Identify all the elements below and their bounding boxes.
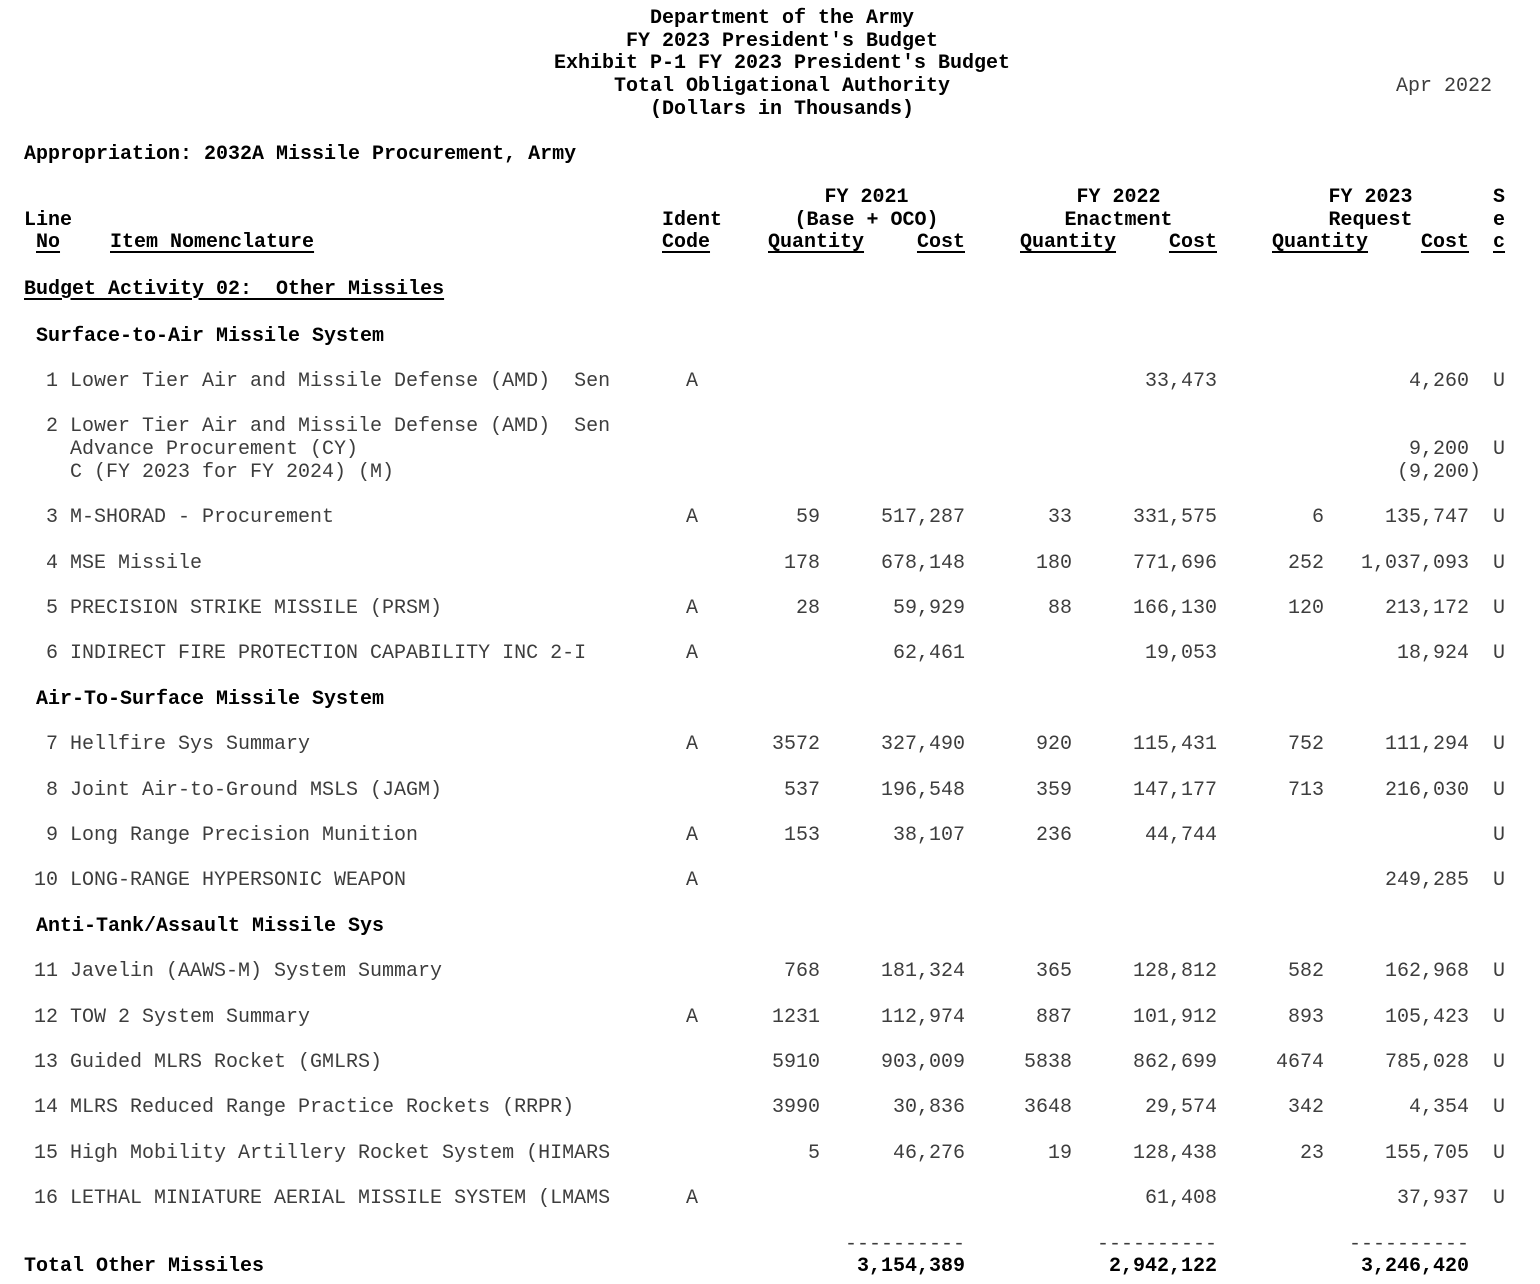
- appropriation-line: Appropriation: 2032A Missile Procurement, Army: [24, 143, 577, 167]
- total-label: Total Other Missiles: [24, 1255, 265, 1279]
- item-col-label: Item Nomenclature: [110, 231, 315, 255]
- row-item-name: Guided MLRS Rocket (GMLRS): [70, 1050, 383, 1074]
- row-fy2023-quantity: 6: [1311, 506, 1324, 530]
- code-col-label: Code: [662, 231, 711, 255]
- row-item-name: Long Range Precision Munition: [70, 823, 419, 847]
- row-sec-flag: U: [1493, 733, 1506, 757]
- row-line-no: 1: [45, 369, 58, 393]
- col-quantity-label: Quantity: [768, 231, 865, 255]
- row-line-no: 4: [45, 551, 58, 575]
- row-item-name: M-SHORAD - Procurement: [70, 506, 335, 530]
- row-fy2023-cost: 111,294: [1384, 733, 1469, 757]
- fy-group-sub: (Base + OCO): [794, 208, 939, 232]
- row-item-name: High Mobility Artillery Rocket System (HIMARS: [70, 1141, 611, 1165]
- row-fy2021-cost: 62,461: [892, 642, 965, 666]
- section-heading: Air-To-Surface Missile System: [36, 687, 385, 711]
- row-fy2021-cost: 46,276: [892, 1141, 965, 1165]
- total-divider-fy2022: ----------: [1097, 1232, 1218, 1256]
- row-fy2023-quantity: 342: [1287, 1096, 1324, 1120]
- row-ident-code: A: [686, 733, 699, 757]
- total-fy2021-cost: 3,154,389: [856, 1255, 965, 1279]
- total-divider-fy2023: ----------: [1349, 1232, 1470, 1256]
- row-fy2021-quantity: 153: [783, 823, 820, 847]
- row-fy2021-cost: 903,009: [880, 1050, 965, 1074]
- row-fy2022-quantity: 33: [1047, 506, 1072, 530]
- row-fy2023-cost: 155,705: [1384, 1141, 1469, 1165]
- col-cost-label: Cost: [1420, 231, 1469, 255]
- col-quantity-label: Quantity: [1020, 231, 1117, 255]
- sec-col-letter: S: [1493, 186, 1506, 209]
- fy-group-label: FY 2021: [824, 186, 909, 209]
- row-fy2023-cost: 213,172: [1384, 596, 1469, 620]
- row-item-name: LONG-RANGE HYPERSONIC WEAPON: [70, 869, 407, 893]
- row-fy2021-quantity: 5910: [771, 1050, 820, 1074]
- row-fy2021-quantity: 3990: [771, 1096, 820, 1120]
- fy-group-sub: Enactment: [1064, 208, 1173, 232]
- no-col-label: No: [36, 231, 61, 255]
- row-ident-code: A: [686, 869, 699, 893]
- row-sec-flag: U: [1493, 1141, 1506, 1165]
- row-fy2023-quantity: 752: [1287, 733, 1324, 757]
- ident-col-label: Ident: [662, 208, 723, 232]
- row-sec-flag: U: [1493, 551, 1506, 575]
- document-title-line: Exhibit P-1 FY 2023 President's Budget: [553, 52, 1011, 76]
- total-divider-fy2021: ----------: [845, 1232, 966, 1256]
- row-fy2023-cost: 162,968: [1384, 960, 1469, 984]
- row-line-no: 3: [45, 506, 58, 530]
- row-sec-flag: U: [1493, 1096, 1506, 1120]
- row-fy2023-cost: 9,200: [1408, 438, 1469, 461]
- row-sec-flag: U: [1493, 642, 1506, 666]
- row-ident-code: A: [686, 1005, 699, 1029]
- row-fy2023-cost: 216,030: [1384, 778, 1469, 802]
- row-sec-flag: U: [1493, 369, 1506, 393]
- row-item-name: Lower Tier Air and Missile Defense (AMD) Sen: [70, 415, 611, 439]
- report-date: Apr 2022: [1396, 75, 1493, 99]
- row-fy2022-quantity: 887: [1035, 1005, 1072, 1029]
- section-heading: Anti-Tank/Assault Missile Sys: [36, 914, 385, 938]
- section-heading: Surface-to-Air Missile System: [36, 324, 385, 348]
- document-title-line: FY 2023 President's Budget: [625, 29, 939, 53]
- row-fy2021-cost: 181,324: [880, 960, 965, 984]
- row-line-no: 5: [45, 596, 58, 620]
- row-fy2021-quantity: 178: [783, 551, 820, 575]
- row-fy2023-quantity: 23: [1299, 1141, 1324, 1165]
- col-quantity-label: Quantity: [1272, 231, 1369, 255]
- row-fy2023-quantity: 120: [1287, 596, 1324, 620]
- row-fy2022-cost: 128,438: [1132, 1141, 1217, 1165]
- sec-col-letter: c: [1493, 231, 1506, 255]
- row-fy2023-cost: 135,747: [1384, 506, 1469, 530]
- row-item-name: PRECISION STRIKE MISSILE (PRSM): [70, 596, 443, 620]
- row-item-name: MLRS Reduced Range Practice Rockets (RRPR): [70, 1096, 575, 1120]
- fy-group-sub: Request: [1328, 208, 1413, 232]
- row-fy2023-cost: 1,037,093: [1360, 551, 1469, 575]
- row-fy2023-quantity: 893: [1287, 1005, 1324, 1029]
- row-fy2021-quantity: 1231: [771, 1005, 820, 1029]
- row-ident-code: A: [686, 642, 699, 666]
- row-fy2023-quantity: 252: [1287, 551, 1324, 575]
- row-item-name: LETHAL MINIATURE AERIAL MISSILE SYSTEM (LMAMS: [70, 1187, 611, 1211]
- row-fy2022-cost: 29,574: [1144, 1096, 1217, 1120]
- row-fy2021-quantity: 5: [807, 1141, 820, 1165]
- row-fy2022-cost: 115,431: [1132, 733, 1217, 757]
- row-fy2022-quantity: 236: [1035, 823, 1072, 847]
- row-line-no: 15: [33, 1141, 58, 1165]
- document-title-line: Total Obligational Authority: [613, 75, 951, 99]
- row-ident-code: A: [686, 596, 699, 620]
- row-fy2021-quantity: 59: [795, 506, 820, 530]
- row-fy2022-cost: 19,053: [1144, 642, 1217, 666]
- sec-col-letter: e: [1493, 208, 1506, 232]
- row-line-no: 12: [33, 1005, 58, 1029]
- row-fy2022-cost: 101,912: [1132, 1005, 1217, 1029]
- row-fy2021-cost: 30,836: [892, 1096, 965, 1120]
- row-fy2022-cost: 166,130: [1132, 596, 1217, 620]
- row-fy2021-cost: 112,974: [880, 1005, 965, 1029]
- row-sec-flag: U: [1493, 823, 1506, 847]
- row-fy2021-quantity: 3572: [771, 733, 820, 757]
- row-line-no: 14: [33, 1096, 58, 1120]
- row-fy2022-cost: 331,575: [1132, 506, 1217, 530]
- row-fy2022-quantity: 88: [1047, 596, 1072, 620]
- row-line-no: 9: [45, 823, 58, 847]
- row-sec-flag: U: [1493, 1187, 1506, 1211]
- row-fy2023-cost: 249,285: [1384, 869, 1469, 893]
- col-cost-label: Cost: [916, 231, 965, 255]
- total-fy2022-cost: 2,942,122: [1108, 1255, 1217, 1279]
- row-sec-flag: U: [1493, 778, 1506, 802]
- row-line-no: 7: [45, 733, 58, 757]
- row-line-no: 10: [33, 869, 58, 893]
- row-ident-code: A: [686, 823, 699, 847]
- col-cost-label: Cost: [1168, 231, 1217, 255]
- row-fy2022-quantity: 3648: [1023, 1096, 1072, 1120]
- document-title-line: Department of the Army: [649, 7, 915, 30]
- row-fy2023-quantity: 713: [1287, 778, 1324, 802]
- row-ident-code: A: [686, 369, 699, 393]
- fy-group-label: FY 2022: [1076, 186, 1161, 209]
- row-item-name: Hellfire Sys Summary: [70, 733, 311, 757]
- row-fy2023-cost: 105,423: [1384, 1005, 1469, 1029]
- row-fy2022-quantity: 359: [1035, 778, 1072, 802]
- row-sec-flag: U: [1493, 596, 1506, 620]
- fy-group-label: FY 2023: [1328, 186, 1413, 209]
- row-sec-flag: U: [1493, 506, 1506, 530]
- row-item-name: Javelin (AAWS-M) System Summary: [70, 960, 443, 984]
- row-fy2023-quantity: 4674: [1275, 1050, 1324, 1074]
- row-item-name: MSE Missile: [70, 551, 203, 575]
- row-fy2023-cost: (9,200): [1396, 460, 1481, 484]
- row-item-name-continued: Advance Procurement (CY): [70, 438, 359, 461]
- row-fy2022-cost: 33,473: [1144, 369, 1217, 393]
- row-item-name: Lower Tier Air and Missile Defense (AMD) Sen: [70, 369, 611, 393]
- row-sec-flag: U: [1493, 1050, 1506, 1074]
- row-line-no: 13: [33, 1050, 58, 1074]
- row-fy2021-cost: 517,287: [880, 506, 965, 530]
- row-fy2021-quantity: 768: [783, 960, 820, 984]
- total-fy2023-cost: 3,246,420: [1360, 1255, 1469, 1279]
- row-fy2023-cost: 37,937: [1396, 1187, 1469, 1211]
- row-line-no: 16: [33, 1187, 58, 1211]
- row-sec-flag: U: [1493, 1005, 1506, 1029]
- row-fy2021-cost: 59,929: [892, 596, 965, 620]
- row-line-no: 2: [45, 415, 58, 439]
- row-fy2021-cost: 327,490: [880, 733, 965, 757]
- row-fy2021-cost: 678,148: [880, 551, 965, 575]
- row-fy2022-cost: 771,696: [1132, 551, 1217, 575]
- row-fy2022-quantity: 920: [1035, 733, 1072, 757]
- row-fy2021-quantity: 28: [795, 596, 820, 620]
- row-fy2023-cost: 4,354: [1408, 1096, 1469, 1120]
- line-col-label: Line: [24, 208, 73, 232]
- row-fy2021-cost: 196,548: [880, 778, 965, 802]
- row-fy2022-quantity: 180: [1035, 551, 1072, 575]
- row-fy2022-cost: 44,744: [1144, 823, 1217, 847]
- row-line-no: 11: [33, 960, 58, 984]
- row-item-name: INDIRECT FIRE PROTECTION CAPABILITY INC 2-I: [70, 642, 587, 666]
- row-item-name: TOW 2 System Summary: [70, 1005, 311, 1029]
- row-ident-code: A: [686, 506, 699, 530]
- row-fy2023-cost: 785,028: [1384, 1050, 1469, 1074]
- budget-activity-heading: Budget Activity 02: Other Missiles: [24, 277, 445, 301]
- row-fy2023-cost: 18,924: [1396, 642, 1469, 666]
- row-item-name-continued: C (FY 2023 for FY 2024) (M): [70, 460, 395, 484]
- row-sec-flag: U: [1493, 960, 1506, 984]
- row-fy2021-cost: 38,107: [892, 823, 965, 847]
- row-line-no: 6: [45, 642, 58, 666]
- row-fy2023-quantity: 582: [1287, 960, 1324, 984]
- row-sec-flag: U: [1493, 869, 1506, 893]
- row-fy2023-cost: 4,260: [1408, 369, 1469, 393]
- row-line-no: 8: [45, 778, 58, 802]
- row-fy2022-cost: 862,699: [1132, 1050, 1217, 1074]
- row-fy2022-quantity: 19: [1047, 1141, 1072, 1165]
- row-fy2022-quantity: 365: [1035, 960, 1072, 984]
- row-ident-code: A: [686, 1187, 699, 1211]
- row-sec-flag: U: [1493, 438, 1506, 461]
- row-fy2021-quantity: 537: [783, 778, 820, 802]
- row-fy2022-cost: 61,408: [1144, 1187, 1217, 1211]
- row-item-name: Joint Air-to-Ground MSLS (JAGM): [70, 778, 443, 802]
- row-fy2022-cost: 147,177: [1132, 778, 1217, 802]
- document-title-line: (Dollars in Thousands): [649, 97, 915, 121]
- row-fy2022-quantity: 5838: [1023, 1050, 1072, 1074]
- row-fy2022-cost: 128,812: [1132, 960, 1217, 984]
